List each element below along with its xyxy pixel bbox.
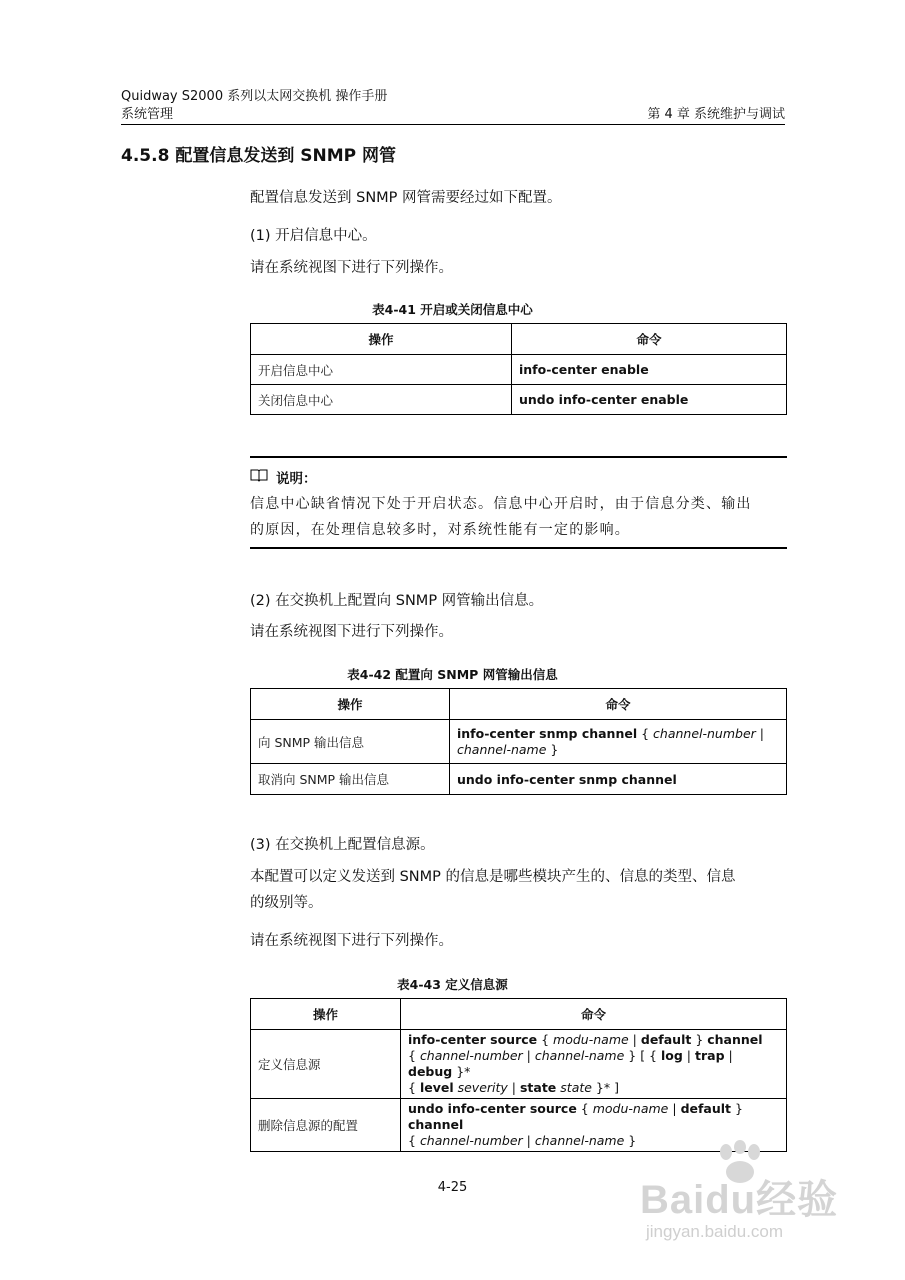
col-header-cmd: 命令: [512, 324, 787, 355]
table-4-43: [250, 998, 787, 1152]
cmd-pipe: |: [522, 1048, 535, 1063]
cmd-cell: undo info-center snmp channel: [450, 764, 787, 795]
table-4-42-caption: 表4-42 配置向 SNMP 网管输出信息: [347, 667, 558, 682]
note-top-rule: [250, 456, 787, 458]
cmd-pipe: |: [755, 725, 764, 741]
cmd-brace: }* ]: [591, 1080, 619, 1095]
table-row: [251, 1030, 787, 1099]
cmd-keyword: undo info-center source: [408, 1101, 577, 1116]
chapter-name: 第 4 章 系统维护与调试: [647, 107, 785, 122]
cmd-cell: info-center enable: [512, 355, 787, 385]
cmd-brace: }: [546, 741, 559, 757]
cmd-brace: {: [637, 725, 654, 741]
cmd-cell: [401, 1030, 787, 1099]
cmd-param: channel-name: [534, 1048, 625, 1063]
col-header-cmd: 命令: [450, 689, 787, 720]
step1-title: (1) 开启信息中心。: [250, 228, 377, 244]
table-4-41: [250, 323, 787, 415]
cmd-pipe: |: [724, 1048, 733, 1063]
cmd-keyword: log: [661, 1048, 683, 1063]
cmd-keyword: default: [680, 1101, 732, 1116]
table-4-43-caption: 表4-43 定义信息源: [397, 977, 508, 992]
op-cell: 取消向 SNMP 输出信息: [251, 764, 450, 795]
note-line-1: 信息中心缺省情况下处于开启状态。信息中心开启时，由于信息分类、输出: [250, 496, 752, 512]
cmd-brace: {: [537, 1032, 554, 1047]
book-icon: [250, 467, 268, 486]
table-row: [251, 764, 787, 795]
step3-instruction: 请在系统视图下进行下列操作。: [250, 933, 453, 949]
col-header-cmd: 命令: [401, 999, 787, 1030]
cmd-cell: [450, 720, 787, 764]
step3-desc-line-2: 的级别等。: [250, 895, 323, 911]
cmd-param: channel-name: [534, 1133, 625, 1148]
op-cell: 定义信息源: [251, 1030, 401, 1099]
cmd-brace: {: [408, 1080, 420, 1095]
cmd-keyword: channel: [408, 1117, 464, 1132]
cmd-keyword: channel: [707, 1032, 763, 1047]
intro-text: 配置信息发送到 SNMP 网管需要经过如下配置。: [250, 190, 562, 206]
table-row: [251, 1099, 787, 1152]
col-header-op: 操作: [251, 324, 512, 355]
cmd-pipe: |: [522, 1133, 535, 1148]
cmd-brace: }: [731, 1101, 743, 1116]
op-cell: 开启信息中心: [251, 355, 512, 385]
cmd-brace: }: [624, 1133, 637, 1148]
cmd-brace: }*: [452, 1064, 471, 1079]
step2-title: (2) 在交换机上配置向 SNMP 网管输出信息。: [250, 593, 544, 609]
step1-instruction: 请在系统视图下进行下列操作。: [250, 260, 453, 276]
cmd-param: state: [560, 1080, 592, 1095]
cmd-keyword: level: [419, 1080, 454, 1095]
step3-title: (3) 在交换机上配置信息源。: [250, 837, 435, 853]
cmd-brace: } [ {: [624, 1048, 661, 1063]
step2-instruction: 请在系统视图下进行下列操作。: [250, 624, 453, 640]
cmd-keyword: info-center source: [408, 1032, 538, 1047]
cmd-param: modu-name: [553, 1032, 629, 1047]
cmd-param: channel-number: [419, 1048, 523, 1063]
table-row: [251, 355, 787, 385]
cmd-pipe: |: [507, 1080, 520, 1095]
cmd-param: severity: [457, 1080, 508, 1095]
cmd-keyword: info-center snmp channel: [457, 725, 638, 741]
cmd-pipe: |: [628, 1032, 641, 1047]
cmd-keyword: default: [640, 1032, 692, 1047]
op-cell: 关闭信息中心: [251, 385, 512, 415]
table-row: [251, 385, 787, 415]
cmd-keyword: state: [519, 1080, 557, 1095]
cmd-cell: undo info-center enable: [512, 385, 787, 415]
cmd-param: channel-number: [419, 1133, 523, 1148]
op-cell: 向 SNMP 输出信息: [251, 720, 450, 764]
cmd-brace: }: [691, 1032, 708, 1047]
note-bottom-rule: [250, 547, 787, 549]
cmd-pipe: |: [668, 1101, 681, 1116]
cmd-brace: {: [576, 1101, 593, 1116]
note-line-2: 的原因，在处理信息较多时，对系统性能有一定的影响。: [250, 522, 630, 538]
cmd-param: channel-name: [457, 741, 547, 757]
op-cell: 删除信息源的配置: [251, 1099, 401, 1152]
note-title: 说明：: [276, 471, 317, 487]
step3-desc-line-1: 本配置可以定义发送到 SNMP 的信息是哪些模块产生的、信息的类型、信息: [250, 869, 736, 885]
cmd-keyword: trap: [695, 1048, 725, 1063]
col-header-op: 操作: [251, 689, 450, 720]
cmd-param: channel-number: [653, 725, 756, 741]
cmd-keyword: debug: [408, 1064, 453, 1079]
table-4-41-caption: 表4-41 开启或关闭信息中心: [372, 302, 533, 317]
col-header-op: 操作: [251, 999, 401, 1030]
cmd-brace: {: [408, 1133, 420, 1148]
page-number: 4-25: [437, 1180, 468, 1195]
doc-title: Quidway S2000 系列以太网交换机 操作手册: [121, 89, 388, 104]
watermark-brand: Baidu经验: [640, 1178, 839, 1222]
watermark-url: jingyan.baidu.com: [646, 1222, 784, 1241]
table-4-42: [250, 688, 787, 795]
cmd-pipe: |: [682, 1048, 695, 1063]
header-rule: [121, 124, 785, 125]
table-row: [251, 720, 787, 764]
cmd-param: modu-name: [592, 1101, 669, 1116]
section-name: 系统管理: [121, 107, 174, 122]
section-heading: 4.5.8 配置信息发送到 SNMP 网管: [121, 146, 397, 166]
cmd-brace: {: [408, 1048, 420, 1063]
